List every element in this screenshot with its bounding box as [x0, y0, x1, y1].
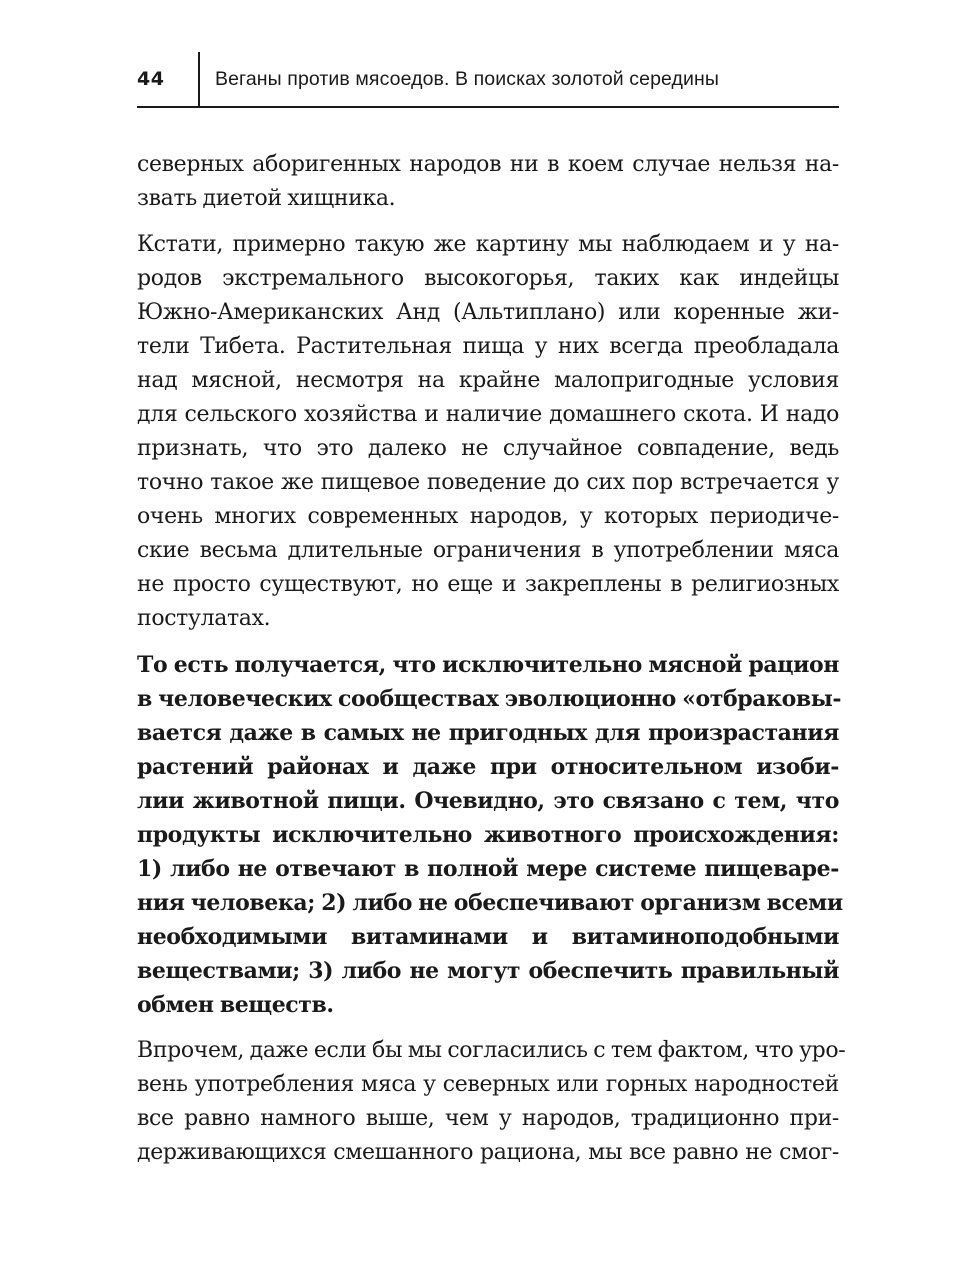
text-line: лии животной пищи. Очевидно, это связано с тем, что — [137, 788, 839, 814]
text-line: в человеческих сообществах эволюционно «отбраковы- — [137, 686, 842, 712]
paragraph — [137, 148, 839, 216]
text-line: северных аборигенных народов ни в коем случае нельзя на- — [137, 152, 839, 177]
text-line: родов экстремального высокогорья, таких как индейцы — [137, 266, 839, 291]
text-line: растений районах и даже при относительном изоби- — [137, 754, 839, 780]
running-header — [137, 52, 839, 108]
body-text — [137, 148, 846, 1182]
text-line: звать диетой хищника. — [137, 186, 396, 211]
text-line: очень многих современных народов, у которых периодиче- — [137, 504, 839, 529]
text-line: необходимыми витаминами и витаминоподобными — [137, 924, 839, 950]
paragraph — [137, 228, 839, 636]
text-line: признать, что это далеко не случайное совпадение, ведь — [137, 436, 839, 461]
text-line: вень употребления мяса у северных или горных народностей — [137, 1072, 839, 1097]
text-line: ния человека; 2) либо не обеспечивают организм всеми — [137, 890, 843, 916]
text-line: точно такое же пищевое поведение до сих пор встречается у — [137, 470, 839, 495]
text-line: То есть получается, что исключительно мясной рацион — [137, 652, 839, 678]
text-line: Кстати, примерно такую же картину мы наблюдаем и у на- — [137, 232, 839, 257]
text-line: для сельского хозяйства и наличие домашнего скота. И надо — [137, 402, 839, 427]
text-line: Впрочем, даже если бы мы согласились с тем фактом, что уро- — [137, 1038, 846, 1063]
text-line: веществами; 3) либо не могут обеспечить правильный — [137, 958, 839, 984]
text-line: продукты исключительно животного происхождения: — [137, 822, 839, 848]
paragraph — [137, 1034, 846, 1170]
text-line: тели Тибета. Растительная пища у них всегда преобладала — [137, 334, 839, 359]
text-line: обмен веществ. — [137, 992, 334, 1018]
text-line: не просто существуют, но еще и закреплены в религиозных — [137, 572, 839, 597]
text-line: все равно намного выше, чем у народов, традиционно при- — [137, 1106, 839, 1131]
header-divider — [198, 52, 200, 106]
page-number: 44 — [137, 68, 165, 90]
emphasis-paragraph — [137, 648, 843, 1022]
text-line: Южно-Американских Анд (Альтиплано) или коренные жи- — [137, 300, 839, 325]
text-line: вается даже в самых не пригодных для произрастания — [137, 720, 839, 746]
text-line: держивающихся смешанного рациона, мы все равно не смог- — [137, 1140, 839, 1165]
running-title: Веганы против мясоедов. В поисках золотой середины — [215, 68, 719, 90]
text-line: постулатах. — [137, 606, 271, 631]
text-line: над мясной, несмотря на крайне малопригодные условия — [137, 368, 839, 393]
text-line: 1) либо не отвечают в полной мере системе пищеваре- — [137, 856, 839, 882]
text-line: ские весьма длительные ограничения в употреблении мяса — [137, 538, 839, 563]
